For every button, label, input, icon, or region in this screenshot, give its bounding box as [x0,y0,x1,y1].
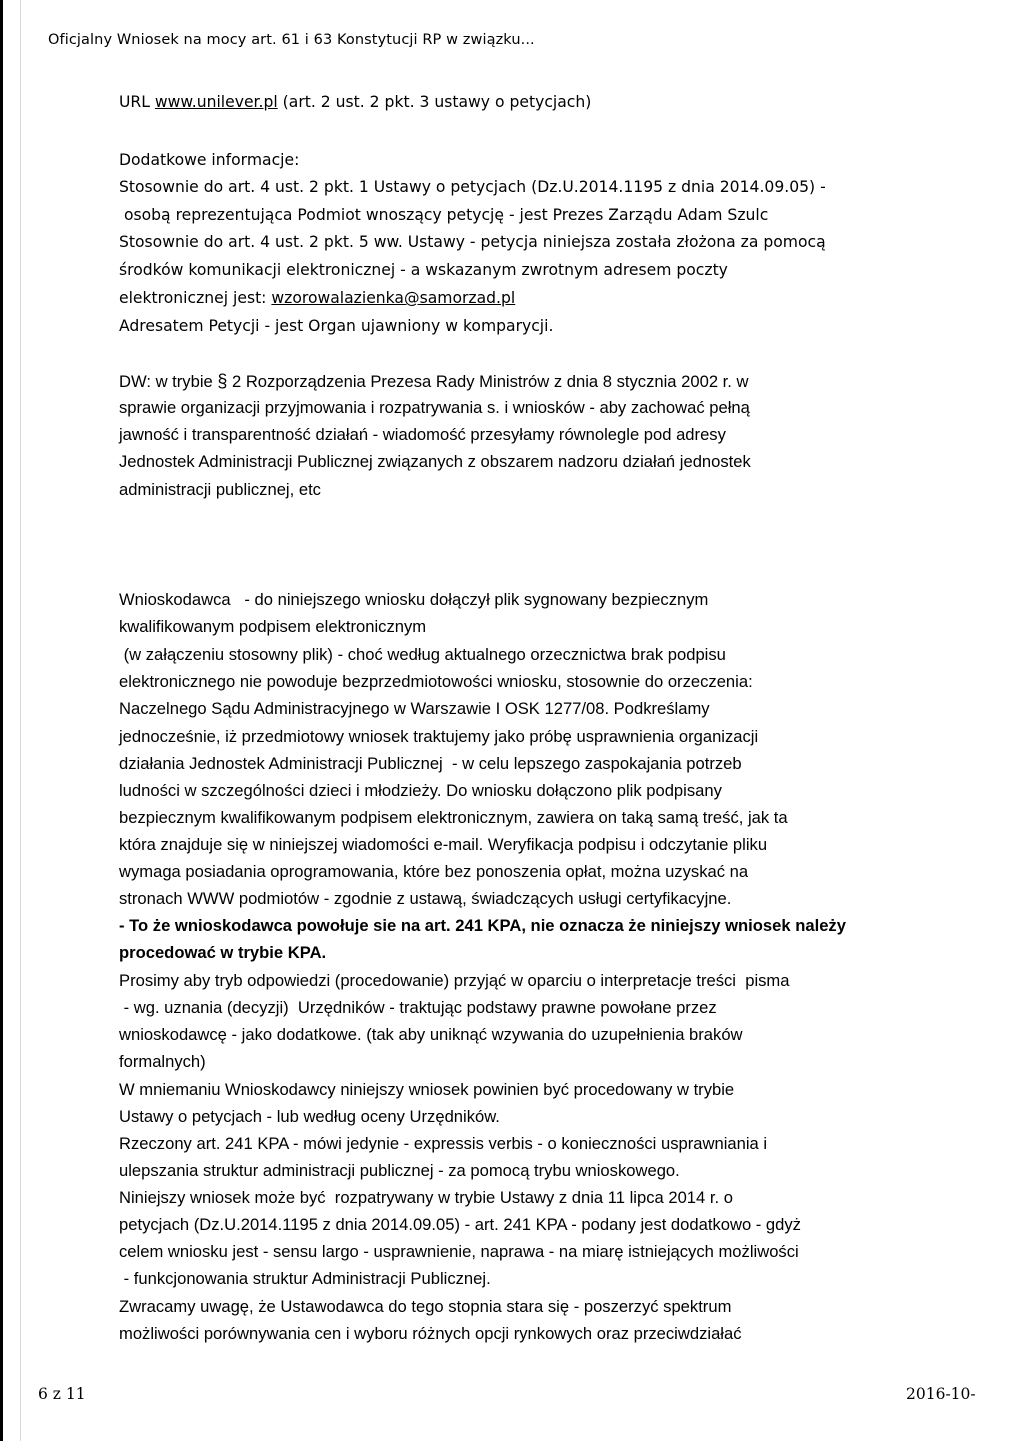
additional-info-line: środków komunikacji elektronicznej - a wskazanym zwrotnym adresem poczty [119,261,728,279]
signature-line: stronach WWW podmiotów - zgodnie z ustawą, świadczących usługi certyfikacyjne. [119,889,732,908]
dw-line: jawność i transparentność działań - wiadomość przesyłamy równolegle pod adresy [119,425,726,444]
body-line: - wg. uznania (decyzji) Urzędników - traktując podstawy prawne powołane przez [119,998,717,1017]
signature-line: bezpiecznym kwalifikowanym podpisem elektronicznym, zawiera on taką samą treść, jak ta [119,808,788,827]
dw-line: sprawie organizacji przyjmowania i rozpatrywania s. i wniosków - aby zachować pełną [119,398,750,417]
additional-info-line: Stosownie do art. 4 ust. 2 pkt. 5 ww. Ustawy - petycja niniejsza została złożona za pomocą [119,233,826,251]
body-line: celem wniosku jest - sensu largo - usprawnienie, naprawa - na miarę istniejących możliwości [119,1242,799,1261]
kpa-note-line: procedować w trybie KPA. [119,943,327,962]
dw-first-line [119,370,748,393]
url-suffix: (art. 2 ust. 2 pkt. 3 ustawy o petycjach) [277,93,592,111]
body-line: - funkcjonowania struktur Administracji Publicznej. [119,1269,491,1288]
body-line: Zwracamy uwagę, że Ustawodawca do tego stopnia stara się - poszerzyć spektrum [119,1297,732,1316]
body-line: ulepszania struktur administracji publicznej - za pomocą trybu wnioskowego. [119,1161,680,1180]
signature-line: która znajduje się w niniejszej wiadomości e-mail. Weryfikacja podpisu i odczytanie pliku [119,835,768,854]
body-line: możliwości porównywania cen i wyboru różnych opcji rynkowych oraz przeciwdziałać [119,1324,742,1343]
signature-line: Wnioskodawca - do niniejszego wniosku dołączył plik sygnowany bezpiecznym [119,590,709,609]
signature-line: Naczelnego Sądu Administracyjnego w Warszawie I OSK 1277/08. Podkreślamy [119,699,710,718]
body-line: wnioskodawcę - jako dodatkowe. (tak aby uniknąć wzywania do uzupełnienia braków [119,1025,743,1044]
body-line: W mniemaniu Wnioskodawcy niniejszy wniosek powinien być procedowany w trybie [119,1080,735,1099]
email-line [119,287,515,309]
signature-line: (w załączeniu stosowny plik) - choć według aktualnego orzecznictwa brak podpisu [119,645,726,664]
dw-line: Jednostek Administracji Publicznej związanych z obszarem nadzoru działań jednostek [119,452,751,471]
signature-line: jednocześnie, iż przedmiotowy wniosek traktujemy jako próbę usprawnienia organizacji [119,727,759,746]
additional-info-line: osobą reprezentująca Podmiot wnoszący petycję - jest Prezes Zarządu Adam Szulc [119,206,769,224]
email-prefix: elektronicznej jest: [119,289,272,307]
page-fold-line [20,0,21,1441]
url-link[interactable]: www.unilever.pl [154,93,278,111]
url-prefix: URL [119,93,155,111]
body-line: Prosimy aby tryb odpowiedzi (procedowanie) przyjąć w oparciu o interpretacje treści pisma [119,971,790,990]
signature-line: wymaga posiadania oprogramowania, które bez ponoszenia opłat, można uzyskać na [119,862,749,881]
page-title: Oficjalny Wniosek na mocy art. 61 i 63 Konstytucji RP w związku... [48,32,535,48]
section-mark-icon: § [217,371,228,391]
dw-suffix: 2 Rozporządzenia Prezesa Rady Ministrów z dnia 8 stycznia 2002 r. w [227,372,749,391]
email-link[interactable]: wzorowalazienka@samorzad.pl [271,289,516,307]
signature-line: kwalifikowanym podpisem elektronicznym [119,617,427,636]
page-edge [0,0,3,1441]
signature-line: działania Jednostek Administracji Publicznej - w celu lepszego zaspokajania potrzeb [119,754,742,773]
body-line: Rzeczony art. 241 KPA - mówi jedynie - expressis verbis - o konieczności usprawniania i [119,1134,768,1153]
url-line [119,91,591,113]
signature-line: elektronicznego nie powoduje bezprzedmiotowości wniosku, stosownie do orzeczenia: [119,672,753,691]
additional-info-line: Stosownie do art. 4 ust. 2 pkt. 1 Ustawy o petycjach (Dz.U.2014.1195 z dnia 2014.09.05) - [119,178,826,196]
body-line: formalnych) [119,1052,206,1071]
body-line: Niniejszy wniosek może być rozpatrywany w trybie Ustawy z dnia 11 lipca 2014 r. o [119,1188,733,1207]
print-date: 2016-10- [906,1385,976,1403]
addressee-line: Adresatem Petycji - jest Organ ujawniony w komparycji. [119,317,554,335]
kpa-note-line: - To że wnioskodawca powołuje sie na art. 241 KPA, nie oznacza że niniejszy wniosek należy [119,916,846,935]
body-line: petycjach (Dz.U.2014.1195 z dnia 2014.09.05) - art. 241 KPA - podany jest dodatkowo - gdyż [119,1215,801,1234]
additional-info-heading: Dodatkowe informacje: [119,151,300,169]
dw-line: administracji publicznej, etc [119,480,321,499]
page-number: 6 z 11 [38,1385,86,1403]
body-line: Ustawy o petycjach - lub według oceny Urzędników. [119,1107,500,1126]
dw-prefix: DW: w trybie [119,372,218,391]
signature-line: ludności w szczególności dzieci i młodzieży. Do wniosku dołączono plik podpisany [119,781,722,800]
